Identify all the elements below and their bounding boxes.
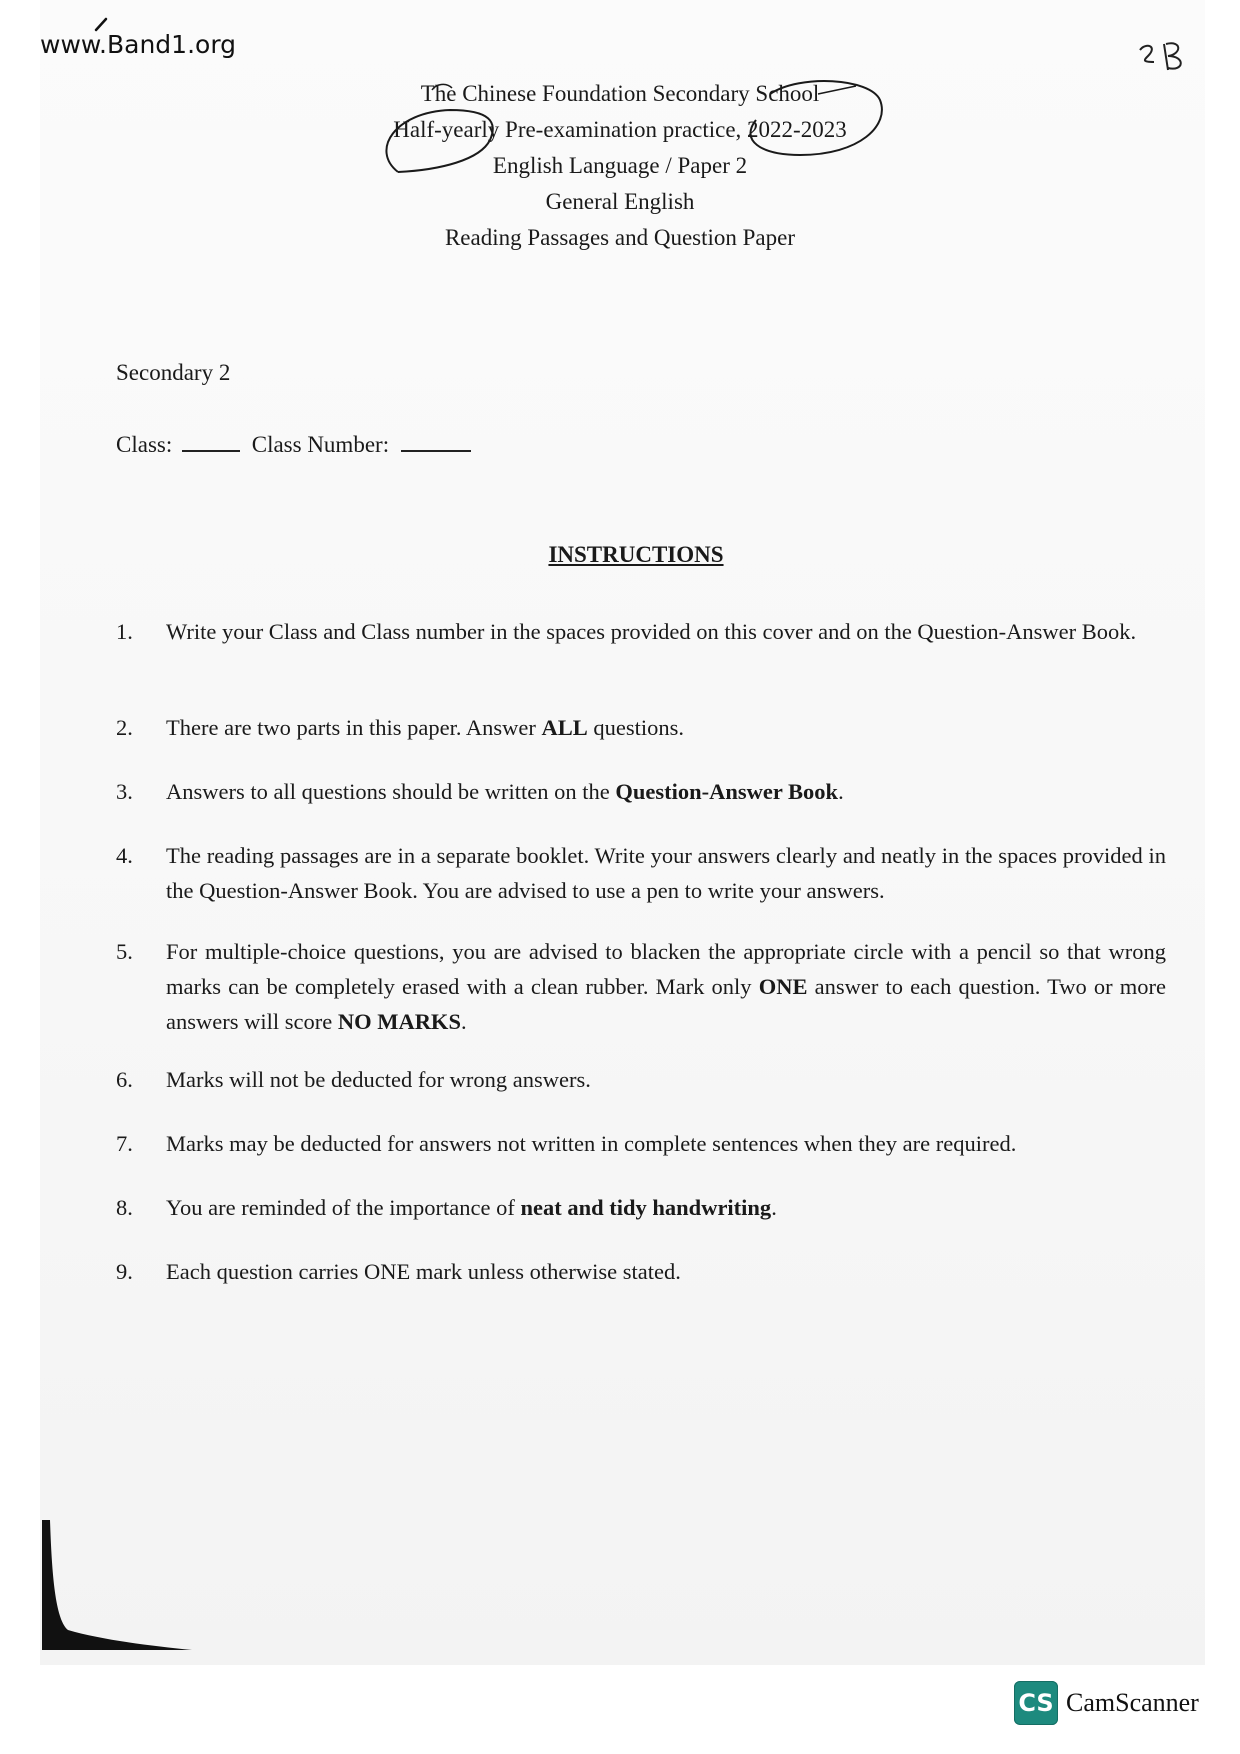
camscanner-badge: [1014, 1680, 1199, 1726]
instruction-number: 6.: [116, 1067, 133, 1092]
instruction-item: [116, 1126, 1166, 1161]
instruction-item: [116, 774, 1166, 809]
instruction-segment: answer to each question. Two or more answers will score: [166, 974, 1166, 1034]
instruction-segment: .: [838, 779, 844, 804]
instruction-segment: Answers to all questions should be written on the: [166, 779, 616, 804]
instruction-item: [116, 614, 1166, 649]
class-label: Class:: [116, 432, 173, 457]
instruction-emphasis: ALL: [541, 715, 588, 740]
instruction-segment: Each question carries ONE mark unless otherwise stated.: [166, 1259, 681, 1284]
instruction-number: 2.: [116, 715, 133, 740]
instruction-number: 8.: [116, 1195, 133, 1220]
instruction-number: 3.: [116, 779, 133, 804]
instruction-text: [166, 1062, 1166, 1097]
class-blank[interactable]: [182, 449, 240, 452]
handwritten-circles: [0, 0, 1240, 200]
instruction-item: [116, 838, 1166, 908]
paper-name: General English: [545, 189, 695, 214]
instruction-emphasis: ONE: [758, 974, 808, 999]
class-number-label: Class Number:: [251, 432, 390, 457]
instruction-segment: There are two parts in this paper. Answer: [166, 715, 542, 740]
instruction-number: 5.: [116, 939, 133, 964]
instruction-text: [166, 1254, 1166, 1289]
instruction-text: [166, 838, 1166, 908]
instruction-item: [116, 710, 1166, 745]
school-name: The Chinese Foundation Secondary School: [420, 81, 820, 106]
instruction-segment: For multiple-choice questions, you are advised to blacken the appropriate circle with a pencil so that wrong marks can be completely erased with a clean rubber. Mark only: [166, 939, 1166, 999]
instruction-text: [166, 1126, 1166, 1161]
instruction-segment: .: [771, 1195, 777, 1220]
class-fields: [116, 432, 471, 458]
instruction-item: [116, 934, 1166, 1039]
instruction-item: [116, 1062, 1166, 1097]
instruction-segment: Marks may be deducted for answers not written in complete sentences when they are required.: [166, 1131, 1017, 1156]
instruction-number: 9.: [116, 1259, 133, 1284]
subject-title: English Language / Paper 2: [492, 153, 748, 178]
instruction-segment: The reading passages are in a separate booklet. Write your answers clearly and neatly in the spaces provided in the Question-Answer Book. You are advised to use a pen to write your answers.: [166, 843, 1166, 903]
instruction-text: [166, 614, 1166, 649]
class-number-blank[interactable]: [401, 449, 471, 452]
instruction-item: [116, 1190, 1166, 1225]
watermark-url: www.Band1.org: [40, 30, 237, 59]
instructions-title: INSTRUCTIONS: [548, 542, 724, 567]
instruction-segment: Marks will not be deducted for wrong answers.: [166, 1067, 591, 1092]
instruction-segment: .: [460, 1009, 467, 1034]
secondary-level: Secondary 2: [116, 360, 231, 385]
instruction-segment: You are reminded of the importance of: [166, 1195, 521, 1220]
instruction-item: [116, 1254, 1166, 1289]
instruction-text: [166, 710, 1166, 745]
instruction-number: 1.: [116, 619, 133, 644]
instruction-segment: Write your Class and Class number in the spaces provided on this cover and on the Question-Answer Book.: [166, 619, 1137, 644]
camscanner-logo-icon: CS: [1014, 1681, 1058, 1725]
booklet-title: Reading Passages and Question Paper: [444, 225, 796, 250]
instruction-text: [166, 1190, 1166, 1225]
instruction-emphasis: neat and tidy handwriting: [520, 1195, 772, 1220]
exam-title: Half-yearly Pre-examination practice, 2022-2023: [393, 117, 847, 142]
instruction-number: 7.: [116, 1131, 133, 1156]
instruction-number: 4.: [116, 843, 133, 868]
instruction-emphasis: Question-Answer Book: [615, 779, 839, 804]
camscanner-label: CamScanner: [1066, 1688, 1199, 1717]
instruction-text: [166, 774, 1166, 809]
instruction-emphasis: NO MARKS: [337, 1009, 461, 1034]
instruction-segment: questions.: [587, 715, 685, 740]
instruction-text: [166, 934, 1166, 1039]
page-corner-shadow: [42, 1520, 202, 1660]
